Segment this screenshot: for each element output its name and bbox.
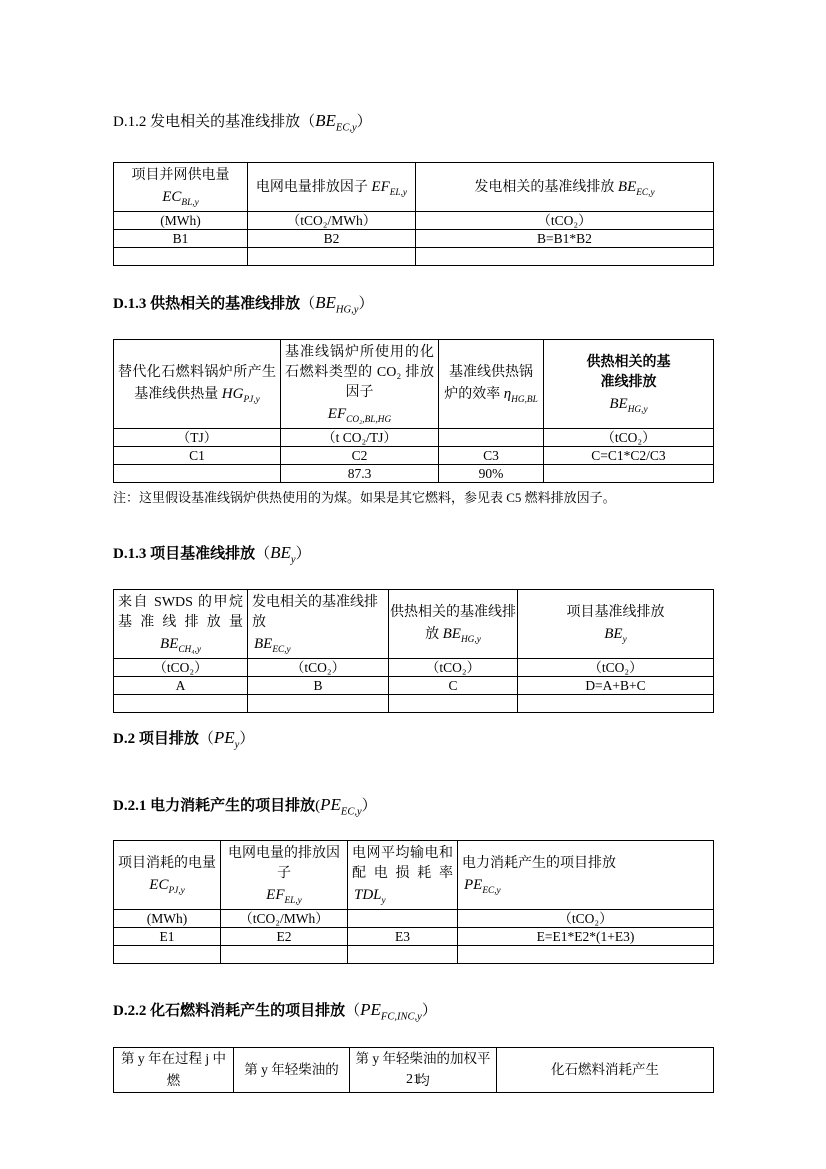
unit-cell (348, 910, 458, 928)
formula-be-y: $BE_y$ (270, 543, 296, 566)
formula-be-ch4y: $BE_{CH_4,y}$ (160, 636, 201, 655)
empty-cell (518, 695, 714, 713)
variable-cell: C1 (114, 447, 281, 465)
paren-close: ） (239, 731, 255, 747)
variable-row (114, 928, 714, 946)
empty-row (114, 695, 714, 713)
variable-cell: C2 (281, 447, 439, 465)
unit-cell: （tCO₂） (389, 659, 518, 677)
heading-title: 发电相关的基准线排放 (150, 114, 301, 130)
formula-be-ecy: $BE_{EC,y}$ (254, 636, 291, 655)
empty-row (114, 248, 714, 266)
unit-cell: （tCO₂） (544, 429, 714, 447)
unit-row (114, 659, 714, 677)
heading-number: D.2.2 (113, 1003, 147, 1019)
table-project-baseline (113, 589, 714, 713)
unit-cell: （tCO₂） (416, 212, 714, 230)
paren-close: ） (356, 114, 372, 130)
empty-cell (348, 946, 458, 964)
formula-ef-ely: $EF_{EL,y}$ (266, 887, 302, 906)
header-row (114, 841, 714, 910)
variable-cell: E=E1*E2*(1+E3) (458, 928, 714, 946)
empty-row (114, 946, 714, 964)
unit-cell: （tCO₂） (518, 659, 714, 677)
unit-row (114, 212, 714, 230)
header-cell-be-ec: 发电相关的基准线排放 $BE_{EC,y}$ (416, 163, 714, 212)
formula-hg-pjy: $HG_{PJ,y}$ (221, 386, 260, 405)
empty-cell (416, 248, 714, 266)
header-cell-grid-ef: 电网电量排放因子 $EF_{EL,y}$ (248, 163, 416, 212)
formula-pe-fcincy: $PE_{FC,INC,y}$ (360, 1000, 422, 1023)
heading-number: D.2 (113, 731, 136, 747)
value-cell: 90% (439, 465, 544, 483)
heading-title: 供热相关的基准线排放 (150, 296, 301, 312)
variable-cell: B1 (114, 230, 248, 248)
header-cell-heat-quantity: 替代化石燃料锅炉所产生基准线供热量 $HG_{PJ,y}$ (114, 340, 281, 429)
heading-d1-2 (113, 110, 713, 133)
unit-cell: （tCO₂） (248, 659, 389, 677)
variable-cell: B=B1*B2 (416, 230, 714, 248)
unit-cell: (MWh) (114, 212, 248, 230)
heading-number: D.1.3 (113, 546, 147, 562)
table-electricity-baseline (113, 162, 714, 266)
formula-be-hgy: $BE_{HG,y}$ (442, 626, 481, 645)
heading-d2-2 (113, 999, 713, 1022)
variable-cell: E2 (221, 928, 348, 946)
header-cell-diesel: 第 y 年轻柴油的 (234, 1048, 350, 1093)
paren-open: （ (300, 114, 316, 130)
variable-cell: E1 (114, 928, 221, 946)
paren-close: ） (421, 1003, 437, 1019)
table-heat-baseline (113, 339, 714, 483)
value-cell: 87.3 (281, 465, 439, 483)
heading-title: 电力消耗产生的项目排放 (150, 798, 316, 814)
paren-open: ( (315, 798, 321, 814)
formula-eta-hgbl: $\eta_{HG,BL}$ (503, 386, 538, 405)
variable-cell: A (114, 677, 248, 695)
header-cell-pe-ec: 电力消耗产生的项目排放 $PE_{EC,y}$ (458, 841, 714, 910)
variable-cell: E3 (348, 928, 458, 946)
formula-be-ecy: $BE_{EC,y}$ (315, 111, 357, 134)
header-cell-boiler-efficiency: 基准线供热锅炉的效率 $\eta_{HG,BL}$ (439, 340, 544, 429)
formula-be-ecy: $BE_{EC,y}$ (617, 179, 655, 198)
unit-cell: （tCO₂） (114, 659, 248, 677)
unit-cell: （tCO₂/MWh） (248, 212, 416, 230)
page-number: 21 (406, 1072, 420, 1087)
paren-close: ） (361, 798, 377, 814)
heading-d1-3-heat (113, 292, 713, 315)
variable-cell: B2 (248, 230, 416, 248)
heading-d1-3-project-baseline (113, 542, 713, 565)
empty-cell (248, 695, 389, 713)
formula-be-y: $BE_y$ (604, 626, 627, 645)
variable-cell: C=C1*C2/C3 (544, 447, 714, 465)
table-electricity-consumption-emissions (113, 840, 714, 964)
header-cell-grid-electricity: 项目并网供电量 $EC_{BL,y}$ (114, 163, 248, 212)
empty-cell (114, 248, 248, 266)
unit-cell: （tCO₂） (458, 910, 714, 928)
header-cell-process-fuel: 第 y 年在过程 j 中燃 (114, 1048, 234, 1093)
unit-cell: (MWh) (114, 910, 221, 928)
paren-open: （ (255, 546, 271, 562)
empty-cell (114, 946, 221, 964)
header-cell-be-ec: 发电相关的基准线排放 $BE_{EC,y}$ (248, 590, 389, 659)
header-cell-fossil-fuel-emissions: 化石燃料消耗产生 (497, 1048, 714, 1093)
unit-cell (439, 429, 544, 447)
formula-ec-pjy: $EC_{PJ,y}$ (149, 877, 185, 896)
paren-close: ） (358, 296, 374, 312)
header-cell-project-electricity: 项目消耗的电量 $EC_{PJ,y}$ (114, 841, 221, 910)
paren-open: （ (198, 731, 214, 747)
heading-title: 项目基准线排放 (150, 546, 256, 562)
heading-number: D.1.3 (113, 296, 147, 312)
variable-row (114, 447, 714, 465)
paren-open: （ (345, 1003, 361, 1019)
heading-d2-1 (113, 794, 713, 817)
header-cell-diesel-weighted-average: 第 y 年轻柴油的加权平均 (350, 1048, 497, 1093)
header-row (114, 590, 714, 659)
paren-close: ） (295, 546, 311, 562)
value-row (114, 465, 714, 483)
header-cell-be-hg: 供热相关的基准线排放 $BE_{HG,y}$ (389, 590, 518, 659)
variable-cell: D=A+B+C (518, 677, 714, 695)
header-row (114, 163, 714, 212)
unit-cell: （TJ） (114, 429, 281, 447)
empty-cell (221, 946, 348, 964)
header-cell-be-total: 项目基准线排放 $BE_y$ (518, 590, 714, 659)
header-row (114, 340, 714, 429)
formula-ef-co2blhg: $EF_{CO_2,BL,HG}$ (327, 406, 392, 425)
formula-ef-ely: $EF_{EL,y}$ (371, 179, 408, 198)
formula-ec-bly: $EC_{BL,y}$ (162, 189, 199, 208)
heading-number: D.2.1 (113, 798, 147, 814)
formula-pe-ecy: $PE_{EC,y}$ (464, 877, 501, 896)
footnote: 注：这里假设基准线锅炉供热使用的为煤。如果是其它燃料，参见表 C5 燃料排放因子。 (113, 490, 616, 505)
empty-cell (458, 946, 714, 964)
unit-cell: （tCO₂/MWh） (221, 910, 348, 928)
variable-row (114, 677, 714, 695)
empty-cell (114, 695, 248, 713)
header-cell-swds-methane: 来自 SWDS 的甲烷基准线排放量 $BE_{CH_4,y}$ (114, 590, 248, 659)
variable-cell: C (389, 677, 518, 695)
heading-title: 化石燃料消耗产生的项目排放 (150, 1003, 346, 1019)
empty-cell (389, 695, 518, 713)
value-cell (544, 465, 714, 483)
formula-pe-y: $PE_y$ (213, 728, 240, 751)
unit-row (114, 910, 714, 928)
heading-d2 (113, 727, 713, 750)
heading-number: D.1.2 (113, 114, 147, 130)
formula-tdl-y: $TDL_y$ (354, 887, 386, 906)
variable-cell: B (248, 677, 389, 695)
unit-cell: （t CO₂/TJ） (281, 429, 439, 447)
paren-open: （ (300, 296, 316, 312)
formula-be-hgy: $BE_{HG,y}$ (609, 396, 648, 415)
variable-row (114, 230, 714, 248)
header-cell-co2-factor: 基准线锅炉所使用的化石燃料类型的 CO₂ 排放因子 $EF_{CO_2,BL,HG}$ (281, 340, 439, 429)
variable-cell: C3 (439, 447, 544, 465)
header-cell-be-hg: 供热相关的基准线排放 $BE_{HG,y}$ (544, 340, 714, 429)
value-cell (114, 465, 281, 483)
formula-be-hgy: $BE_{HG,y}$ (315, 293, 359, 316)
header-cell-tdl: 电网平均输电和配电损耗率 $TDL_y$ (348, 841, 458, 910)
formula-pe-ecy: $PE_{EC,y}$ (320, 795, 362, 818)
unit-row (114, 429, 714, 447)
heading-title: 项目排放 (138, 731, 199, 747)
header-cell-grid-ef: 电网电量的排放因子 $EF_{EL,y}$ (221, 841, 348, 910)
empty-cell (248, 248, 416, 266)
